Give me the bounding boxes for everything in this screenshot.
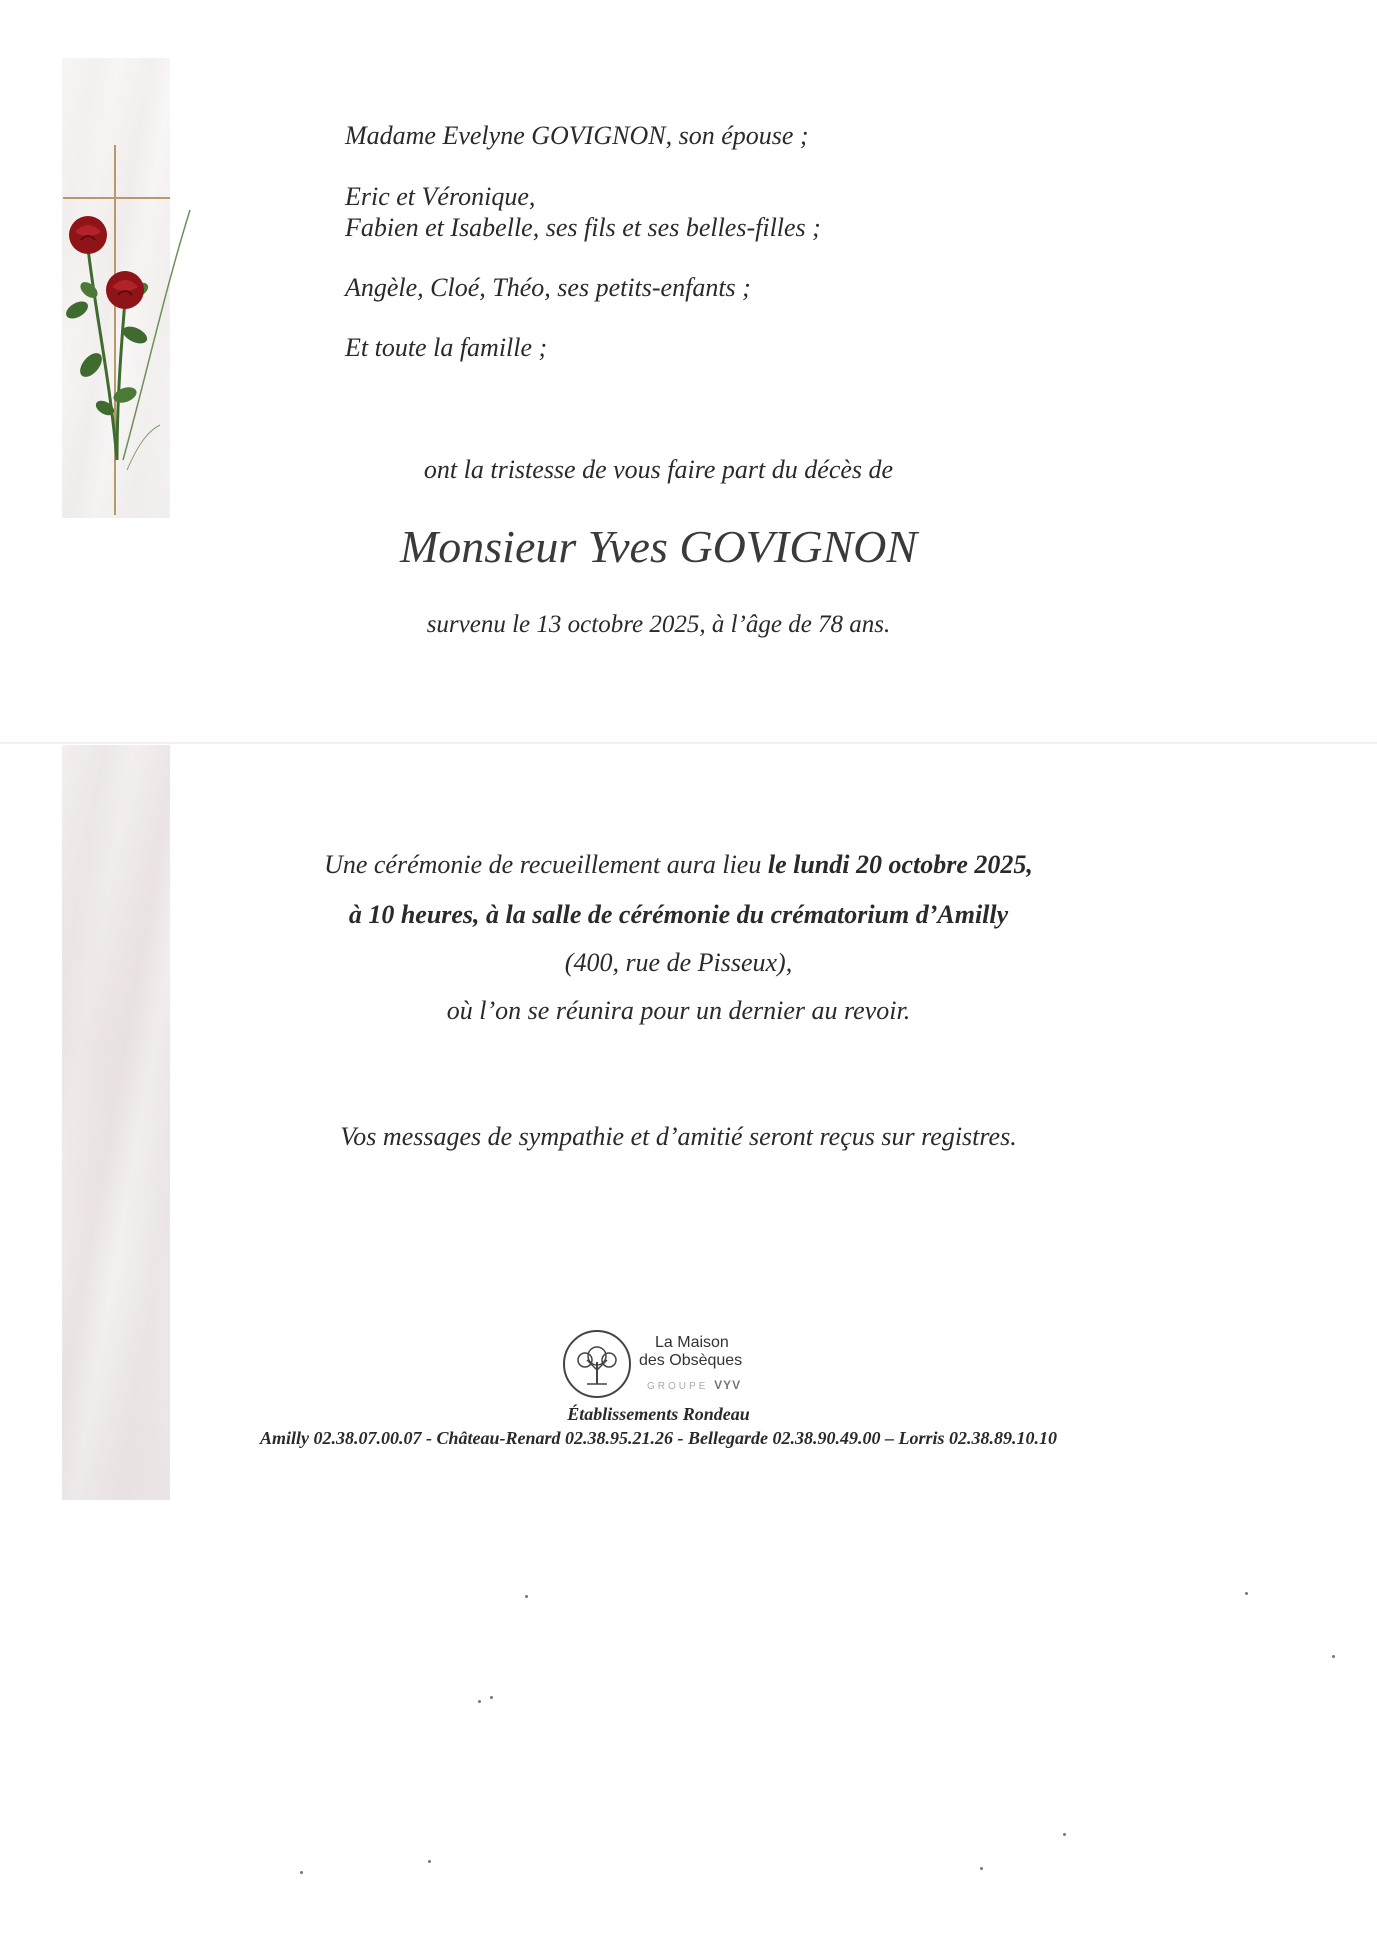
ceremony-line-1 bbox=[0, 850, 1367, 880]
logo-text-line-1: La Maison bbox=[655, 1334, 729, 1351]
ceremony-farewell-line: où l’on se réunira pour un dernier au revoir. bbox=[446, 996, 911, 1025]
family-sons-line-1: Eric et Véronique, bbox=[345, 182, 536, 211]
funeral-home-logo bbox=[563, 1330, 743, 1400]
family-grandchildren-line: Angèle, Cloé, Théo, ses petits-enfants ; bbox=[345, 273, 751, 302]
scan-speck bbox=[300, 1871, 303, 1874]
death-date-line: survenu le 13 octobre 2025, à l’âge de 78 ans. bbox=[426, 611, 891, 638]
family-sons-line-2: Fabien et Isabelle, ses fils et ses belles-filles ; bbox=[345, 213, 821, 242]
condolence-registry-line: Vos messages de sympathie et d’amitié seront reçus sur registres. bbox=[340, 1122, 1017, 1151]
logo-group-word: GROUPE bbox=[647, 1381, 709, 1392]
scan-speck bbox=[490, 1696, 493, 1699]
scan-speck bbox=[1245, 1592, 1248, 1595]
tree-icon bbox=[563, 1330, 631, 1398]
ceremony-address: (400, rue de Pisseux), bbox=[564, 948, 793, 977]
scan-speck bbox=[478, 1700, 481, 1703]
scan-speck bbox=[1332, 1655, 1335, 1658]
ceremony-line-1-prefix: Une cérémonie de recueillement aura lieu bbox=[324, 850, 768, 879]
ceremony-time-place: à 10 heures, à la salle de cérémonie du crématorium d’Amilly bbox=[348, 900, 1009, 929]
company-phone-numbers: Amilly 02.38.07.00.07 - Château-Renard 02.38.95.21.26 - Bellegarde 02.38.90.49.00 – Lorris 02.38.89.10.10 bbox=[259, 1428, 1057, 1448]
scan-speck bbox=[980, 1867, 983, 1870]
ceremony-date: le lundi 20 octobre 2025, bbox=[767, 850, 1033, 879]
logo-brand: VYV bbox=[714, 1378, 742, 1392]
family-all-line: Et toute la famille ; bbox=[345, 333, 548, 362]
logo-group-label bbox=[647, 1378, 741, 1392]
scan-speck bbox=[1063, 1833, 1066, 1836]
scan-speck bbox=[428, 1860, 431, 1863]
announcement-intro: ont la tristesse de vous faire part du décès de bbox=[423, 455, 894, 484]
deceased-name: Monsieur Yves GOVIGNON bbox=[399, 521, 918, 572]
family-spouse-line: Madame Evelyne GOVIGNON, son épouse ; bbox=[345, 121, 809, 150]
scan-speck bbox=[525, 1595, 528, 1598]
company-name: Établissements Rondeau bbox=[567, 1404, 750, 1424]
logo-text-line-2: des Obsèques bbox=[639, 1352, 743, 1369]
fold-line bbox=[0, 742, 1377, 744]
